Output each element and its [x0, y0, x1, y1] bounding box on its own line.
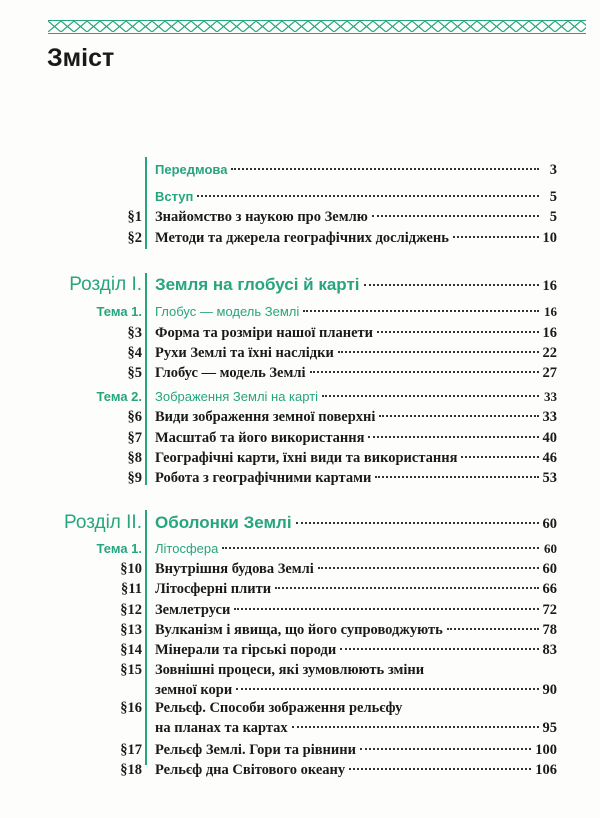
- paragraph-page: 83: [542, 642, 557, 658]
- paragraph-number: §5: [127, 365, 142, 381]
- preface-label: Передмова: [155, 162, 228, 177]
- introduction-label: Вступ: [155, 189, 194, 204]
- paragraph-title: Методи та джерела географічних досліджень: [155, 230, 449, 246]
- topic-label: Тема 2.: [96, 389, 142, 404]
- toc-paragraph[interactable]: [0, 579, 600, 599]
- toc-paragraph[interactable]: [0, 363, 600, 383]
- paragraph-page: 10: [542, 230, 557, 246]
- paragraph-number: §10: [120, 561, 142, 577]
- paragraph-page: 106: [535, 762, 557, 778]
- paragraph-page: 46: [542, 450, 557, 466]
- paragraph-page: 72: [542, 602, 557, 618]
- paragraph-title-line2: на планах та картах: [155, 720, 288, 736]
- toc-paragraph[interactable]: [0, 228, 600, 248]
- paragraph-title: Внутрішня будова Землі: [155, 561, 314, 577]
- paragraph-number: §17: [120, 742, 142, 758]
- paragraph-title: Рухи Землі та їхні наслідки: [155, 345, 334, 361]
- paragraph-number: §4: [127, 345, 142, 361]
- topic-label: Тема 1.: [96, 541, 142, 556]
- paragraph-number: §12: [120, 602, 142, 618]
- section-label: Розділ I.: [69, 274, 142, 295]
- toc-paragraph[interactable]: [0, 343, 600, 363]
- topic-title: Глобус — модель Землі: [155, 304, 300, 319]
- toc-introduction[interactable]: [0, 187, 600, 207]
- paragraph-title: Види зображення земної поверхні: [155, 409, 376, 425]
- toc-paragraph[interactable]: [0, 428, 600, 448]
- paragraph-page: 33: [542, 409, 557, 425]
- paragraph-title: Рельєф. Способи зображення рельєфу: [155, 700, 403, 716]
- paragraph-number: §6: [127, 409, 142, 425]
- paragraph-number: §15: [120, 662, 142, 678]
- preface-page: 3: [549, 162, 557, 178]
- toc-paragraph[interactable]: [0, 448, 600, 468]
- toc-paragraph-cont[interactable]: [0, 680, 600, 700]
- paragraph-number: §18: [120, 762, 142, 778]
- topic-title: Зображення Землі на карті: [155, 389, 319, 404]
- paragraph-number: §2: [127, 230, 142, 246]
- toc-preface[interactable]: [0, 160, 600, 180]
- paragraph-title: Географічні карти, їхні види та використання: [155, 450, 458, 466]
- paragraph-title: Глобус — модель Землі: [155, 365, 306, 381]
- page-title: Зміст: [47, 44, 115, 72]
- toc-paragraph[interactable]: [0, 600, 600, 620]
- paragraph-page: 60: [542, 561, 557, 577]
- section-title: Земля на глобусі й карті: [155, 275, 360, 294]
- toc-paragraph[interactable]: [0, 740, 600, 760]
- paragraph-number: §8: [127, 450, 142, 466]
- paragraph-page: 16: [542, 325, 557, 341]
- toc-topic[interactable]: [0, 387, 600, 407]
- diamond-pattern: [48, 21, 586, 32]
- paragraph-page: 22: [542, 345, 557, 361]
- topic-page: 33: [544, 389, 557, 404]
- topic-page: 16: [544, 304, 557, 319]
- section-page: 16: [542, 278, 557, 294]
- toc-topic[interactable]: [0, 539, 600, 559]
- paragraph-number: §1: [127, 209, 142, 225]
- toc-paragraph[interactable]: [0, 559, 600, 579]
- paragraph-title: Літосферні плити: [155, 581, 272, 597]
- topic-title: Літосфера: [155, 541, 219, 556]
- toc-paragraph[interactable]: [0, 407, 600, 427]
- section-title: Оболонки Землі: [155, 513, 292, 532]
- toc-paragraph[interactable]: [0, 207, 600, 227]
- topic-page: 60: [544, 541, 557, 556]
- paragraph-title-line2: земної кори: [155, 682, 233, 698]
- paragraph-page: 100: [535, 742, 557, 758]
- toc-topic[interactable]: [0, 302, 600, 322]
- paragraph-page: 95: [542, 720, 557, 736]
- paragraph-title: Робота з географічними картами: [155, 470, 372, 486]
- paragraph-number: §7: [127, 430, 142, 446]
- introduction-page: 5: [549, 189, 557, 205]
- toc-section-2[interactable]: [0, 510, 600, 536]
- paragraph-title: Зовнішні процеси, які зумовлюють зміни: [155, 662, 425, 678]
- paragraph-title: Вулканізм і явища, що його супроводжують: [155, 622, 443, 638]
- toc-paragraph[interactable]: [0, 468, 600, 488]
- paragraph-title: Масштаб та його використання: [155, 430, 365, 446]
- paragraph-number: §11: [121, 581, 142, 597]
- paragraph-page: 27: [542, 365, 557, 381]
- paragraph-number: §9: [127, 470, 142, 486]
- topic-label: Тема 1.: [96, 304, 142, 319]
- paragraph-title: Рельєф Землі. Гори та рівнини: [155, 742, 356, 758]
- paragraph-page: 78: [542, 622, 557, 638]
- paragraph-number: §3: [127, 325, 142, 341]
- paragraph-title: Знайомство з наукою про Землю: [155, 209, 368, 225]
- paragraph-page: 53: [542, 470, 557, 486]
- paragraph-number: §13: [120, 622, 142, 638]
- paragraph-title: Рельєф дна Світового океану: [155, 762, 346, 778]
- decorative-border: [48, 20, 586, 34]
- paragraph-title: Форма та розміри нашої планети: [155, 325, 374, 341]
- toc-paragraph[interactable]: [0, 640, 600, 660]
- toc-section-1[interactable]: [0, 272, 600, 298]
- section-label: Розділ II.: [64, 512, 142, 533]
- paragraph-title: Землетруси: [155, 602, 231, 618]
- paragraph-number: §14: [120, 642, 142, 658]
- paragraph-page: 66: [542, 581, 557, 597]
- section-page: 60: [542, 516, 557, 532]
- toc-paragraph[interactable]: [0, 323, 600, 343]
- paragraph-page: 5: [549, 209, 557, 225]
- toc-paragraph[interactable]: [0, 760, 600, 780]
- paragraph-title: Мінерали та гірські породи: [155, 642, 337, 658]
- paragraph-number: §16: [120, 700, 142, 716]
- paragraph-page: 90: [542, 682, 557, 698]
- toc-paragraph-cont[interactable]: [0, 718, 600, 738]
- paragraph-page: 40: [542, 430, 557, 446]
- toc-paragraph[interactable]: [0, 620, 600, 640]
